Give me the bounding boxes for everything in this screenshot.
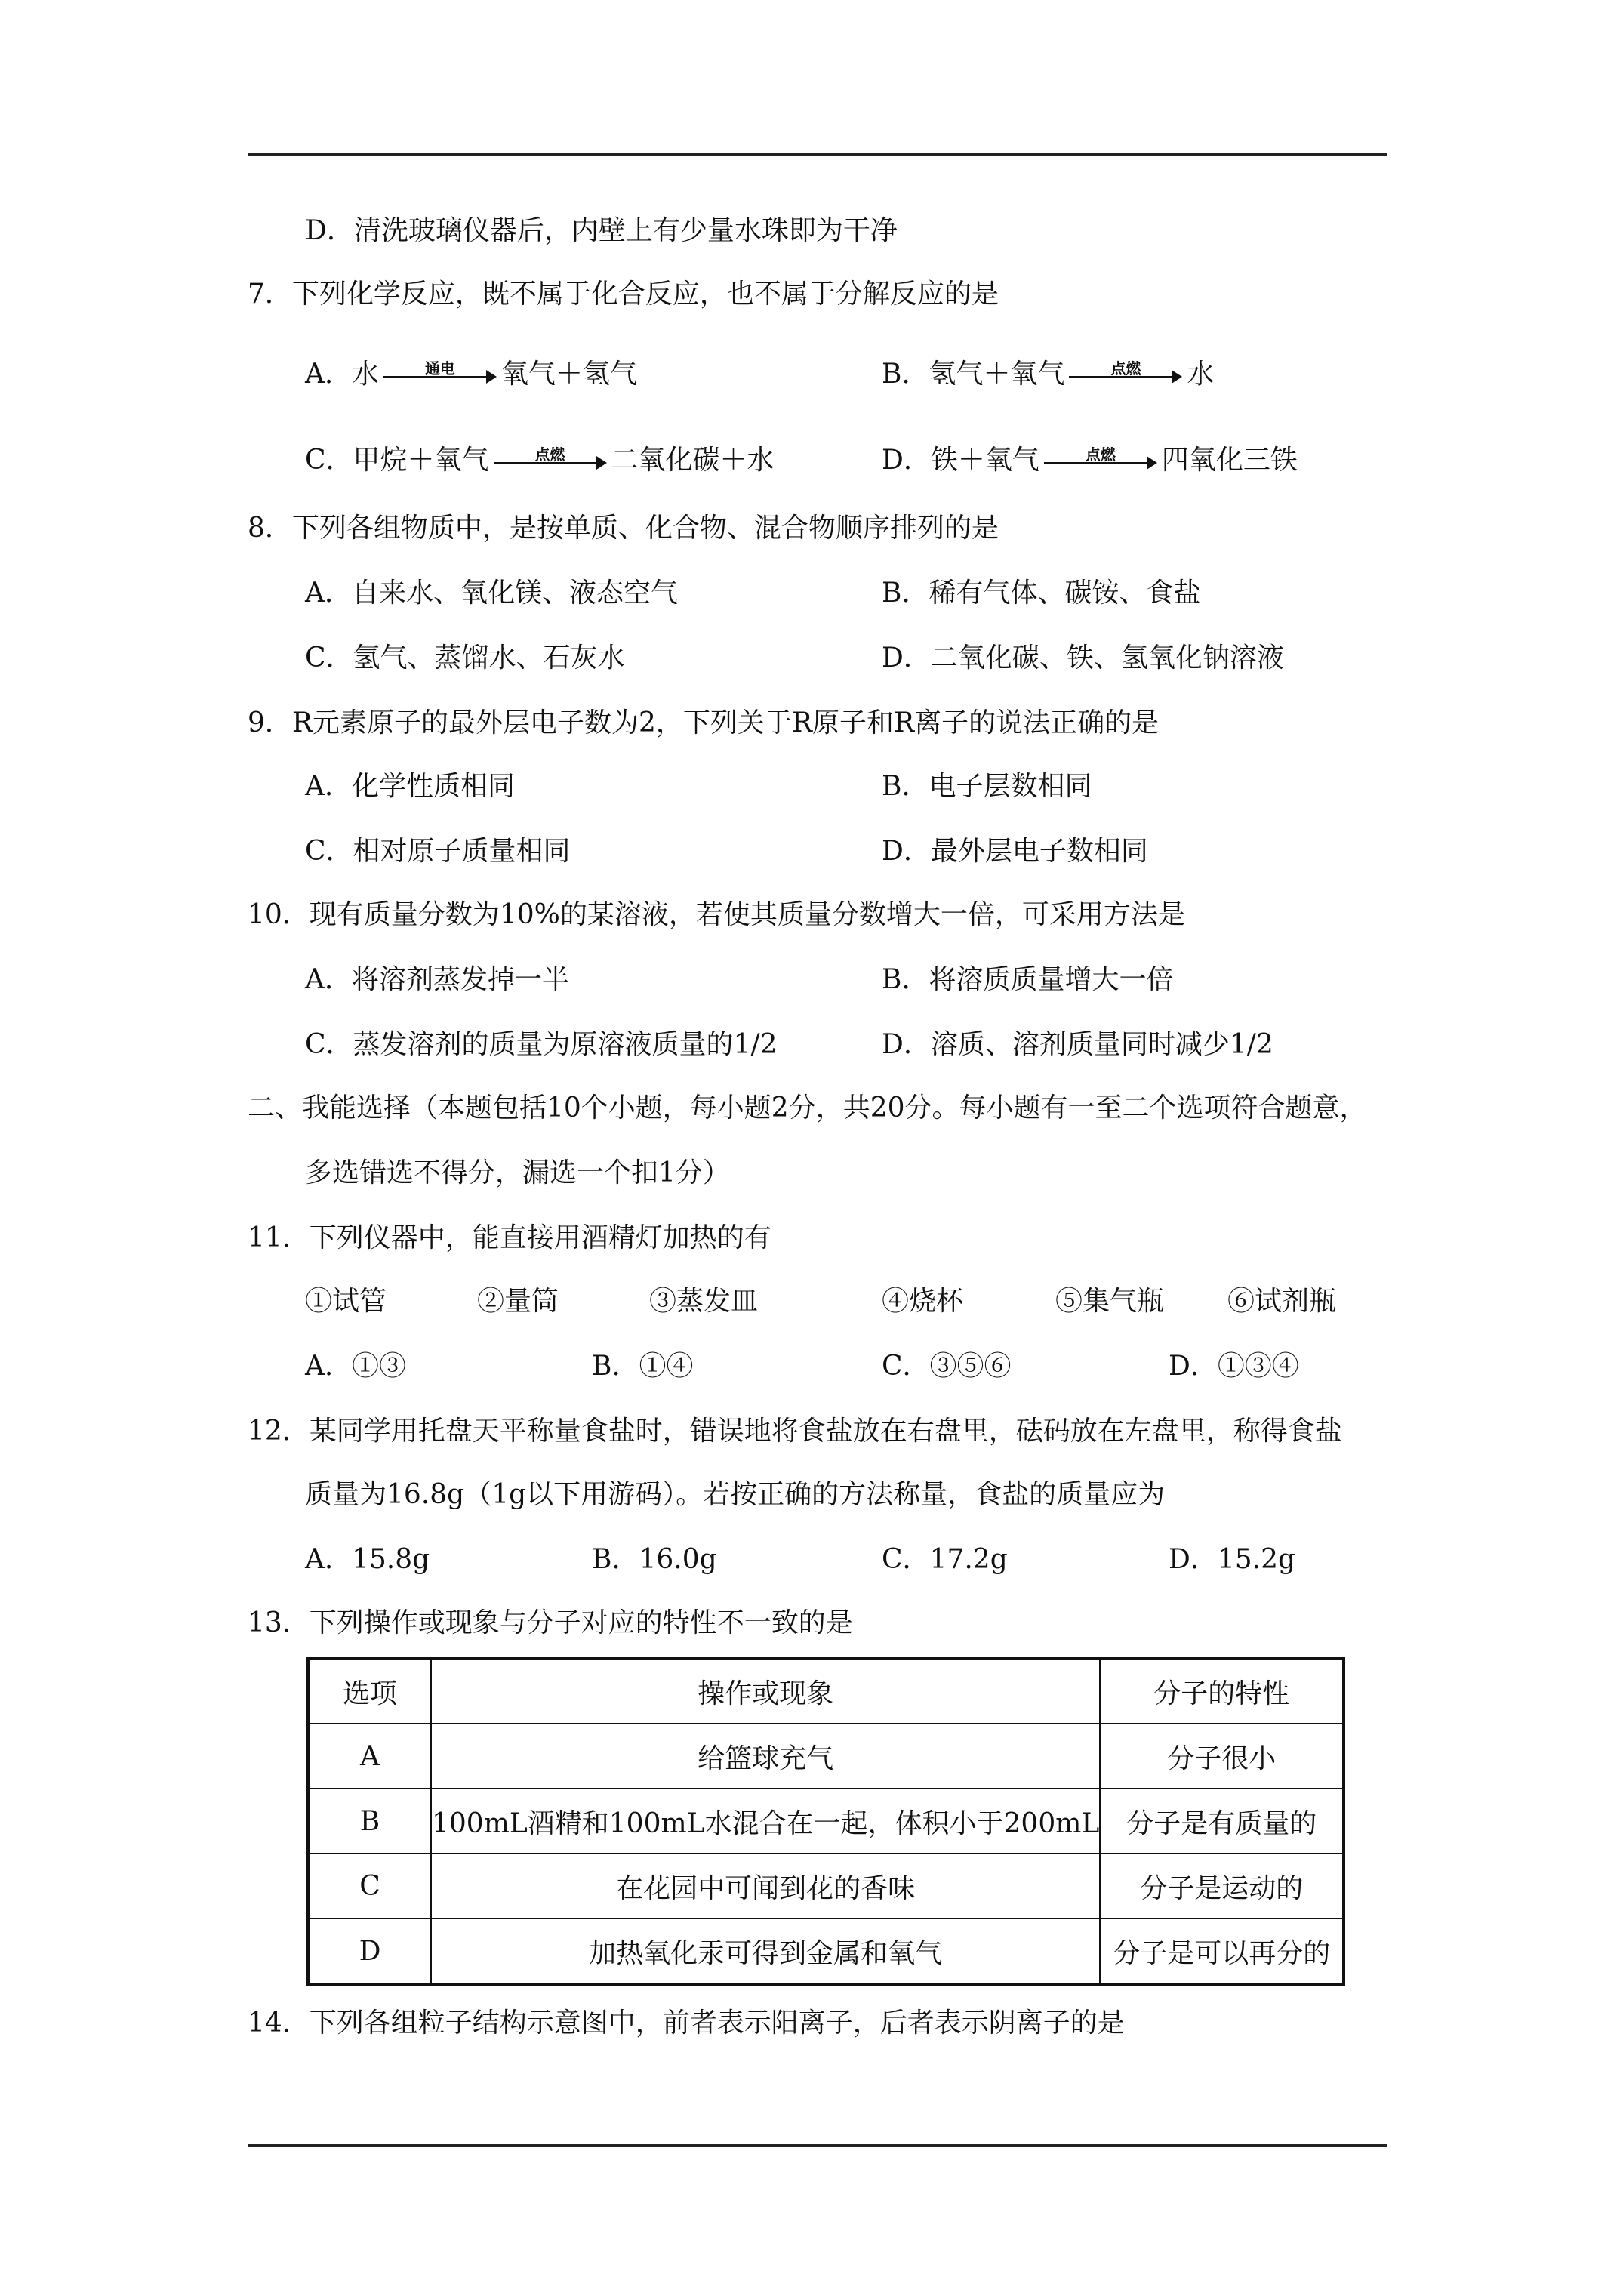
q8-option-d: D．二氧化碳、铁、氢氧化钠溶液 xyxy=(882,643,1284,673)
table-header-cell: 选项 xyxy=(308,1658,431,1724)
reaction-arrow: 点燃 xyxy=(1069,359,1182,393)
table-row xyxy=(308,1789,1344,1854)
table-cell: 给篮球充气 xyxy=(431,1724,1100,1789)
reaction-arrow: 通电 xyxy=(383,359,497,393)
q10-option-a: A．将溶剂蒸发掉一半 xyxy=(305,964,569,995)
q7-option-b: B．氢气＋氧气 点燃 水 xyxy=(882,358,1214,391)
table-cell: 分子很小 xyxy=(1100,1724,1344,1789)
q14-stem: 14．下列各组粒子结构示意图中，前者表示阳离子，后者表示阴离子的是 xyxy=(248,2008,1125,2039)
q7-option-a: A．水 通电 氧气＋氢气 xyxy=(305,358,637,391)
q7-stem: 7．下列化学反应，既不属于化合反应，也不属于分解反应的是 xyxy=(248,279,999,310)
table-header-cell: 分子的特性 xyxy=(1100,1658,1344,1724)
q10-stem: 10．现有质量分数为10%的某溶液，若使其质量分数增大一倍，可采用方法是 xyxy=(248,899,1185,930)
q8-option-b: B．稀有气体、碳铵、食盐 xyxy=(882,578,1201,609)
q10-option-b: B．将溶质质量增大一倍 xyxy=(882,964,1174,995)
q9-option-d: D．最外层电子数相同 xyxy=(882,836,1148,867)
q11-item-1: ①试管 xyxy=(305,1286,387,1317)
q11-stem: 11．下列仪器中，能直接用酒精灯加热的有 xyxy=(248,1222,771,1253)
q13-stem: 13．下列操作或现象与分子对应的特性不一致的是 xyxy=(248,1607,853,1638)
q13-table xyxy=(306,1657,1345,1986)
q6-option-d: D．清洗玻璃仪器后，内壁上有少量水珠即为干净 xyxy=(305,215,898,246)
q8-option-a: A．自来水、氧化镁、液态空气 xyxy=(305,578,678,609)
q11-option-d: D．①③④ xyxy=(1169,1351,1299,1382)
table-cell: 加热氧化汞可得到金属和氧气 xyxy=(431,1918,1100,1984)
table-cell: A xyxy=(308,1724,431,1789)
q11-item-3: ③蒸发皿 xyxy=(649,1286,759,1317)
q12-option-a: A．15.8g xyxy=(305,1544,430,1575)
q9-stem: 9．R元素原子的最外层电子数为2，下列关于R原子和R离子的说法正确的是 xyxy=(248,707,1160,738)
q8-option-c: C．氢气、蒸馏水、石灰水 xyxy=(305,643,625,673)
q11-option-c: C．③⑤⑥ xyxy=(882,1351,1012,1382)
table-cell: 在花园中可闻到花的香味 xyxy=(431,1854,1100,1918)
q7-option-c: C．甲烷＋氧气 点燃 二氧化碳＋水 xyxy=(305,444,775,477)
section-2-heading-cont: 多选错选不得分，漏选一个扣1分） xyxy=(305,1157,730,1188)
q10-option-d: D．溶质、溶剂质量同时减少1/2 xyxy=(882,1029,1273,1060)
q11-item-4: ④烧杯 xyxy=(882,1286,964,1317)
q10-option-c: C．蒸发溶剂的质量为原溶液质量的1/2 xyxy=(305,1029,778,1060)
section-2-heading: 二、我能选择（本题包括10个小题，每小题2分，共20分。每小题有一至二个选项符合题意， xyxy=(248,1093,1367,1123)
q11-item-6: ⑥试剂瓶 xyxy=(1227,1286,1337,1317)
table-cell: D xyxy=(308,1918,431,1984)
reaction-arrow: 点燃 xyxy=(494,445,607,479)
q12-stem: 12．某同学用托盘天平称量食盐时，错误地将食盐放在右盘里，砝码放在左盘里，称得食盐 xyxy=(248,1416,1342,1447)
q9-option-c: C．相对原子质量相同 xyxy=(305,836,571,867)
q12-stem-cont: 质量为16.8g（1g以下用游码）。若按正确的方法称量，食盐的质量应为 xyxy=(305,1479,1166,1510)
reaction-arrow: 点燃 xyxy=(1044,445,1157,479)
q9-option-b: B．电子层数相同 xyxy=(882,771,1092,802)
q12-option-c: C．17.2g xyxy=(882,1544,1008,1575)
table-cell: 分子是可以再分的 xyxy=(1100,1918,1344,1984)
q11-item-2: ②量筒 xyxy=(477,1286,559,1317)
table-cell: C xyxy=(308,1854,431,1918)
table-cell: B xyxy=(308,1789,431,1854)
table-row xyxy=(308,1724,1344,1789)
table-row xyxy=(308,1918,1344,1984)
table-cell: 100mL酒精和100mL水混合在一起，体积小于200mL xyxy=(431,1789,1100,1854)
q8-stem: 8．下列各组物质中，是按单质、化合物、混合物顺序排列的是 xyxy=(248,513,999,544)
table-header-row xyxy=(308,1658,1344,1724)
table-header-cell: 操作或现象 xyxy=(431,1658,1100,1724)
table-cell: 分子是有质量的 xyxy=(1100,1789,1344,1854)
q7-option-d: D．铁＋氧气 点燃 四氧化三铁 xyxy=(882,444,1298,477)
q12-option-d: D．15.2g xyxy=(1169,1544,1296,1575)
q12-option-b: B．16.0g xyxy=(592,1544,717,1575)
q9-option-a: A．化学性质相同 xyxy=(305,771,515,802)
q11-option-b: B．①④ xyxy=(592,1351,694,1382)
top-rule xyxy=(248,153,1387,156)
table-cell: 分子是运动的 xyxy=(1100,1854,1344,1918)
bottom-rule xyxy=(248,2144,1387,2147)
q11-option-a: A．①③ xyxy=(305,1351,406,1382)
q11-item-5: ⑤集气瓶 xyxy=(1055,1286,1165,1317)
table-row xyxy=(308,1854,1344,1918)
